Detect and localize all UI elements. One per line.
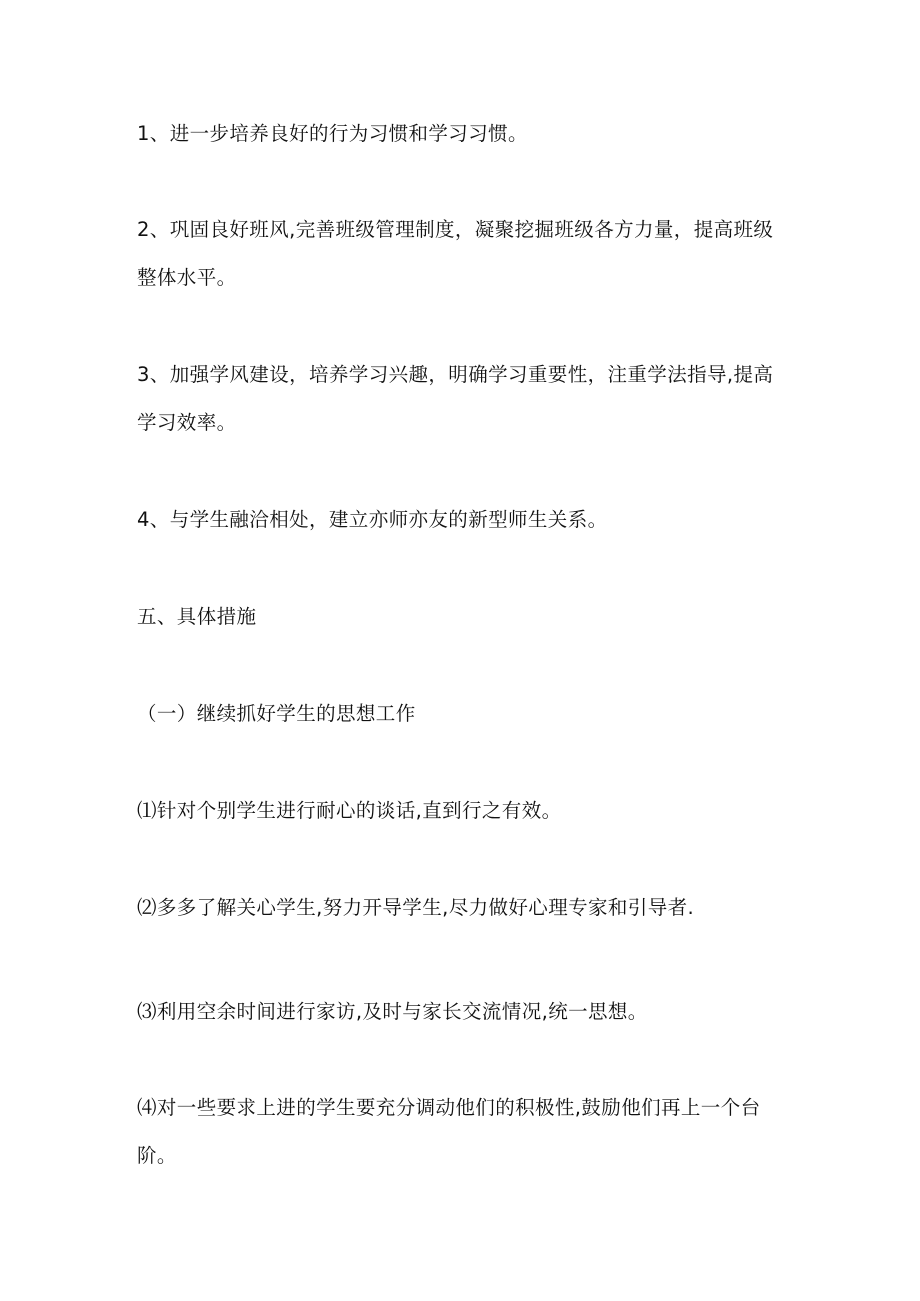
measure-item-4-line-1: ⑷对一些要求上进的学生要充分调动他们的积极性,鼓励他们再上一个台 xyxy=(137,1096,761,1119)
subsection-heading: （一）继续抓好学生的思想工作 xyxy=(137,702,416,725)
goal-item-3-line-1: 3、加强学风建设，培养学习兴趣，明确学习重要性，注重学法指导,提高 xyxy=(137,363,774,386)
goal-item-1: 1、进一步培养良好的行为习惯和学习习惯。 xyxy=(137,122,528,145)
section-heading: 五、具体措施 xyxy=(137,605,257,628)
goal-item-2-line-1: 2、巩固良好班风,完善班级管理制度，凝聚挖掘班级各方力量，提高班级 xyxy=(137,218,774,241)
measure-item-2: ⑵多多了解关心学生,努力开导学生,尽力做好心理专家和引导者. xyxy=(137,896,695,919)
goal-item-3-line-2: 学习效率。 xyxy=(137,411,237,434)
measure-item-1: ⑴针对个别学生进行耐心的谈话,直到行之有效。 xyxy=(137,799,562,822)
measure-item-4-line-2: 阶。 xyxy=(137,1144,177,1167)
measure-item-3: ⑶利用空余时间进行家访,及时与家长交流情况,统一思想。 xyxy=(137,1000,648,1023)
goal-item-2-line-2: 整体水平。 xyxy=(137,266,237,289)
goal-item-4: 4、与学生融洽相处，建立亦师亦友的新型师生关系。 xyxy=(137,508,608,531)
